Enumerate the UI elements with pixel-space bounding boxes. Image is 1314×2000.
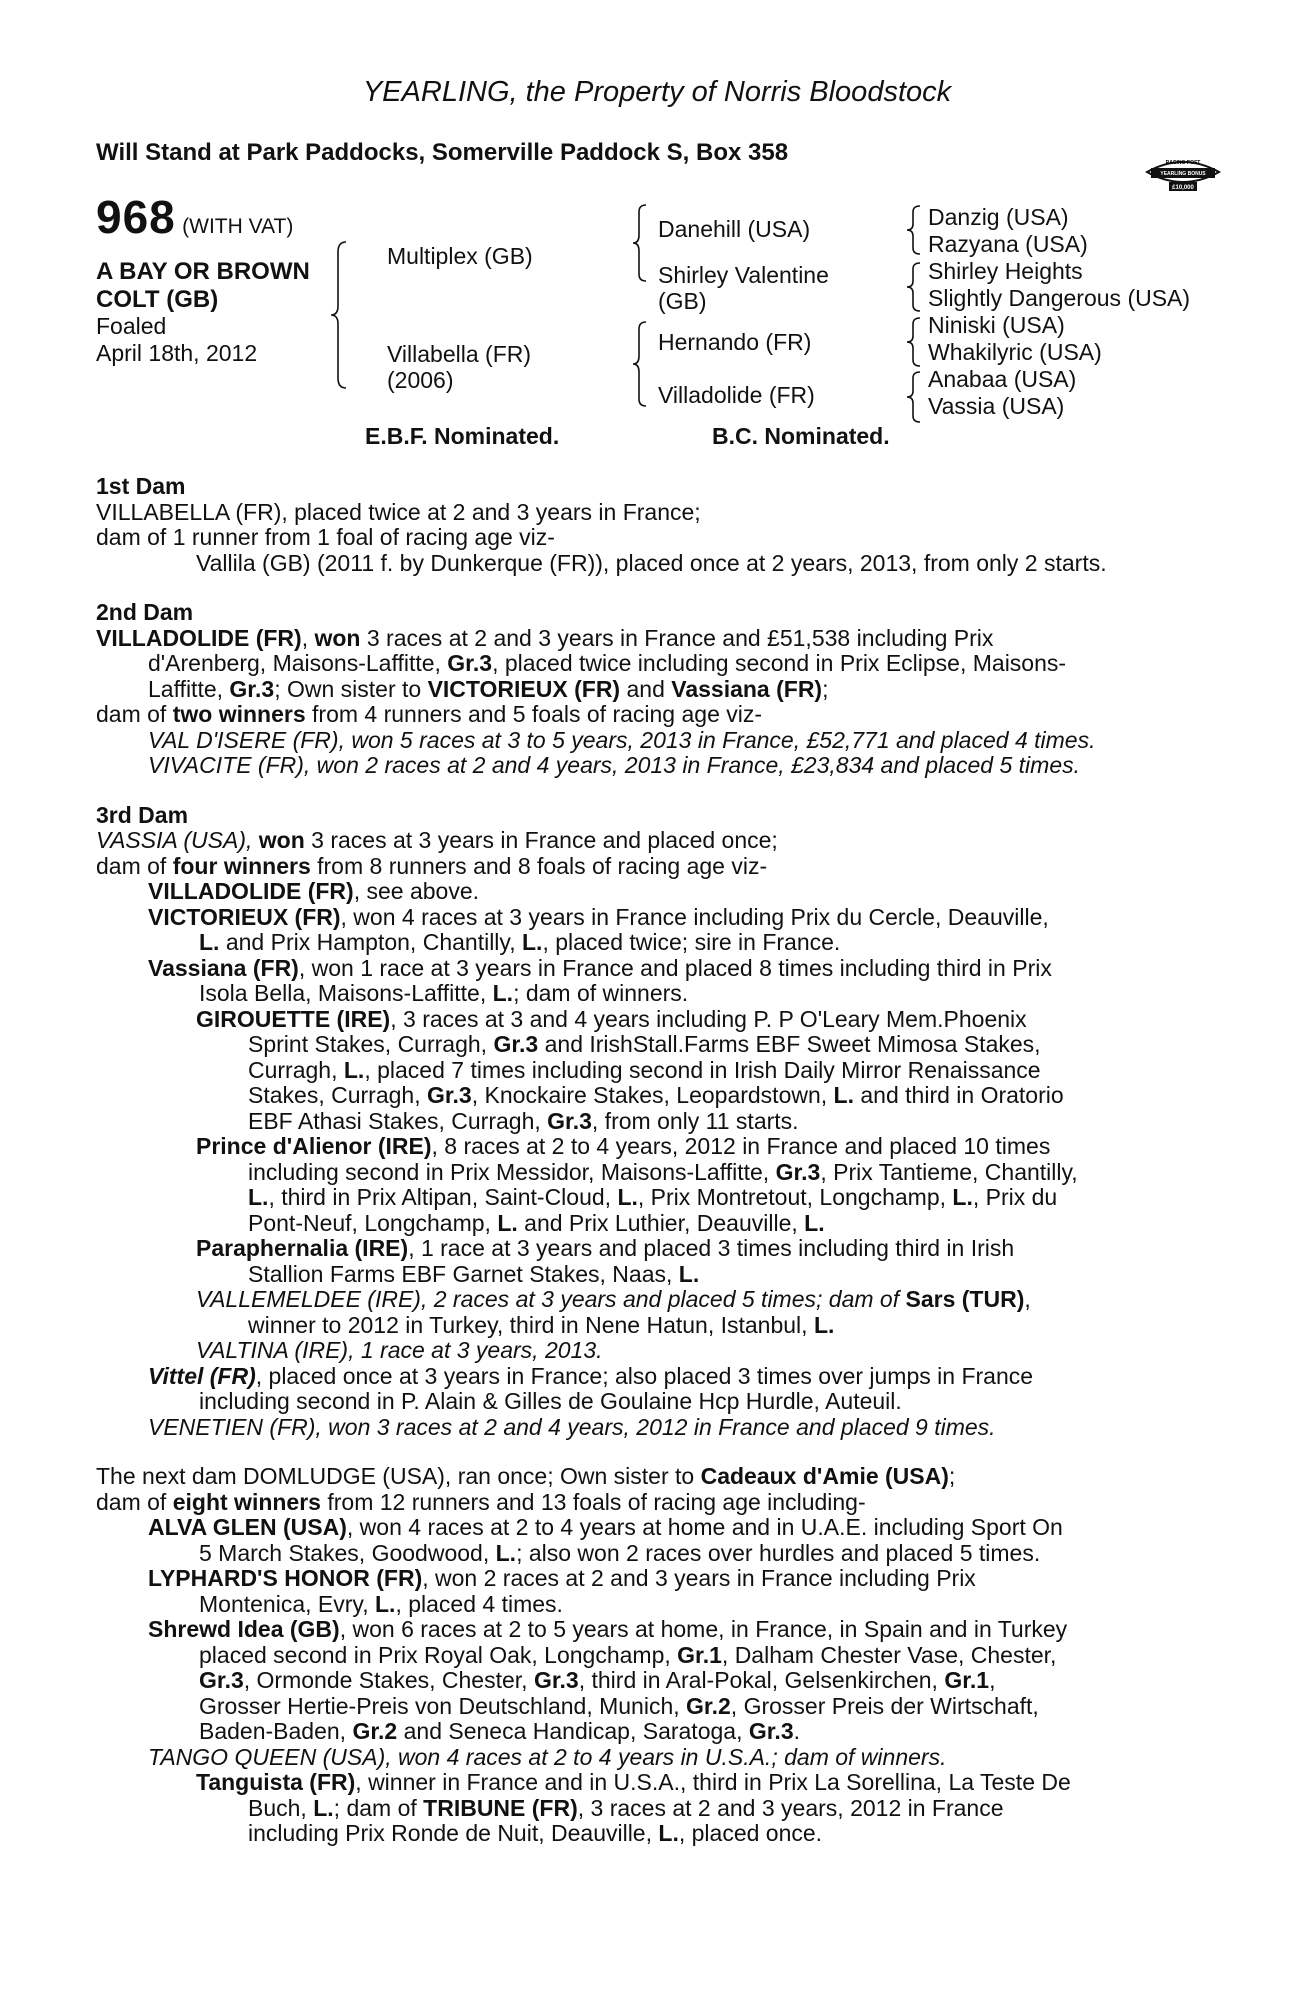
gen3-name: Shirley Heights (928, 258, 1083, 284)
text-line: Sprint Stakes, Curragh, Gr.3 and IrishStall.Farms EBF Sweet Mimosa Stakes, (248, 1031, 1041, 1057)
gen3-name: Razyana (USA) (928, 231, 1088, 257)
text-line: LYPHARD'S HONOR (FR), won 2 races at 2 and 3 years in France including Prix (148, 1565, 976, 1591)
first-dam-section (96, 474, 1206, 576)
dam-year: (2006) (387, 367, 454, 393)
stand-location: Will Stand at Park Paddocks, Somerville Paddock S, Box 358 (96, 139, 789, 166)
text-line: VIVACITE (FR), won 2 races at 2 and 4 years, 2013 in France, £23,834 and placed 5 times. (148, 752, 1080, 778)
text-line: Prince d'Alienor (IRE), 8 races at 2 to 4 years, 2012 in France and placed 10 times (196, 1133, 1051, 1159)
yearling-bonus-badge (1145, 150, 1221, 196)
text-line: VAL D'ISERE (FR), won 5 races at 3 to 5 years, 2013 in France, £52,771 and placed 4 times. (148, 726, 1096, 753)
text-line: Tanguista (FR), winner in France and in U.S.A., third in Prix La Sorellina, La Teste De (196, 1769, 1071, 1795)
sire-dam-line: (GB) (658, 288, 707, 314)
pedigree-sire: Multiplex (GB) (387, 243, 533, 269)
text-line: Pont-Neuf, Longchamp, L. and Prix Luthier, Deauville, L. (248, 1209, 825, 1236)
text-line: Vittel (FR), placed once at 3 years in France; also placed 3 times over jumps in France (148, 1362, 1034, 1389)
text-line: VILLADOLIDE (FR), see above. (148, 878, 480, 904)
text-line: including second in P. Alain & Gilles de Goulaine Hcp Hurdle, Auteuil. (199, 1388, 902, 1414)
text-line: d'Arenberg, Maisons-Laffitte, Gr.3, placed twice including second in Prix Eclipse, Maisons- (148, 650, 1067, 676)
description-line: COLT (GB) (96, 286, 219, 313)
bc-nominated: B.C. Nominated. (712, 423, 890, 449)
pedigree-dam (387, 341, 531, 393)
text-line: 5 March Stakes, Goodwood, L.; also won 2 races over hurdles and placed 5 times. (199, 1539, 1041, 1566)
text-line: VILLABELLA (FR), placed twice at 2 and 3 years in France; (96, 498, 701, 525)
badge-amount: £10,000 (1172, 185, 1194, 191)
lot-vat: (WITH VAT) (182, 215, 294, 238)
gen3-name: Danzig (USA) (928, 204, 1069, 230)
text-line: dam of four winners from 8 runners and 8 foals of racing age viz- (96, 852, 768, 879)
text-line: Gr.3, Ormonde Stakes, Chester, Gr.3, third in Aral-Pokal, Gelsenkirchen, Gr.1, (199, 1667, 996, 1693)
section-heading: 1st Dam (96, 473, 186, 499)
text-line: Buch, L.; dam of TRIBUNE (FR), 3 races at 2 and 3 years, 2012 in France (248, 1794, 1004, 1821)
foaled-value: April 18th, 2012 (96, 340, 258, 366)
text-line: Baden-Baden, Gr.2 and Seneca Handicap, Saratoga, Gr.3. (199, 1718, 801, 1744)
description-line: A BAY OR BROWN (96, 258, 310, 285)
section-heading: 2nd Dam (96, 599, 194, 625)
text-line: placed second in Prix Royal Oak, Longchamp, Gr.1, Dalham Chester Vase, Chester, (199, 1641, 1057, 1668)
text-line: VENETIEN (FR), won 3 races at 2 and 4 years, 2012 in France and placed 9 times. (148, 1413, 996, 1440)
text-line: VILLADOLIDE (FR), won 3 races at 2 and 3 years in France and £51,538 including Prix (96, 624, 994, 651)
lot-number: 968 (96, 191, 176, 243)
text-line: L., third in Prix Altipan, Saint-Cloud, L., Prix Montretout, Longchamp, L., Prix du (248, 1184, 1058, 1210)
text-line: Montenica, Evry, L., placed 4 times. (199, 1590, 563, 1617)
gen3-name: Anabaa (USA) (928, 366, 1077, 392)
text-line: Vallila (GB) (2011 f. by Dunkerque (FR)), placed once at 2 years, 2013, from only 2 starts. (196, 549, 1107, 576)
brace-gen2-dam (632, 320, 648, 408)
text-line: VALTINA (IRE), 1 race at 3 years, 2013. (196, 1337, 603, 1363)
text-line: Curragh, L., placed 7 times including second in Irish Daily Mirror Renaissance (248, 1056, 1041, 1083)
badge-line1: RACING POST (1165, 160, 1201, 166)
text-line: EBF Athasi Stakes, Curragh, Gr.3, from only 11 starts. (248, 1107, 799, 1134)
page-title: YEARLING, the Property of Norris Bloodstock (362, 76, 952, 108)
foaled-label: Foaled (96, 313, 167, 339)
text-line: VASSIA (USA), won 3 races at 3 years in France and placed once; (96, 827, 778, 853)
brace-gen3-1 (906, 204, 922, 256)
pedigree-dam-sire: Hernando (FR) (658, 329, 812, 355)
text-line: including Prix Ronde de Nuit, Deauville, L., placed once. (248, 1820, 823, 1846)
text-line: winner to 2012 in Turkey, third in Nene Hatun, Istanbul, L. (248, 1311, 835, 1338)
gen3-name: Slightly Dangerous (USA) (928, 285, 1191, 311)
pedigree-gen3 (928, 204, 1190, 420)
brace-gen2-sire (632, 203, 648, 283)
dam-name: Villabella (FR) (387, 341, 532, 367)
brace-gen3-4 (906, 370, 922, 424)
pedigree-sire-sire: Danehill (USA) (658, 216, 811, 242)
text-line: Isola Bella, Maisons-Laffitte, L.; dam of winners. (199, 980, 689, 1006)
text-line: Grosser Hertie-Preis von Deutschland, Munich, Gr.2, Grosser Preis der Wirtschaft, (199, 1692, 1039, 1719)
text-line: Laffitte, Gr.3; Own sister to VICTORIEUX (FR) and Vassiana (FR); (148, 675, 829, 702)
text-line: L. and Prix Hampton, Chantilly, L., placed twice; sire in France. (199, 929, 841, 955)
ebf-nominated: E.B.F. Nominated. (365, 423, 560, 449)
text-line: ALVA GLEN (USA), won 4 races at 2 to 4 years at home and in U.A.E. including Sport On (148, 1514, 1063, 1540)
section-heading: 3rd Dam (96, 801, 189, 828)
text-line: dam of eight winners from 12 runners and 13 foals of racing age including- (96, 1488, 866, 1515)
text-line: The next dam DOMLUDGE (USA), ran once; Own sister to Cadeaux d'Amie (USA); (96, 1463, 956, 1489)
gen3-name: Niniski (USA) (928, 312, 1065, 338)
text-line: Vassiana (FR), won 1 race at 3 years in France and placed 8 times including third in Prix (148, 954, 1052, 981)
gen3-name: Vassia (USA) (928, 393, 1065, 419)
second-dam-section (96, 600, 1206, 779)
text-line: VICTORIEUX (FR), won 4 races at 3 years in France including Prix du Cercle, Deauville, (148, 903, 1049, 930)
lot-number-block (96, 191, 294, 243)
foaled-date (96, 313, 257, 367)
pedigree-sire-dam (658, 262, 829, 314)
catalogue-body (96, 474, 1206, 1847)
text-line: Stakes, Curragh, Gr.3, Knockaire Stakes, Leopardstown, L. and third in Oratorio (248, 1082, 1064, 1108)
sire-dam-line: Shirley Valentine (658, 262, 829, 288)
gen3-name: Whakilyric (USA) (928, 339, 1102, 365)
badge-line2: YEARLING BONUS (1160, 171, 1206, 177)
pedigree-dam-dam: Villadolide (FR) (658, 382, 815, 408)
third-dam-section (96, 803, 1206, 1441)
next-dam-section (96, 1464, 1206, 1847)
text-line: dam of 1 runner from 1 foal of racing age viz- (96, 524, 555, 550)
brace-gen3-3 (906, 316, 922, 368)
text-line: TANGO QUEEN (USA), won 4 races at 2 to 4 years in U.S.A.; dam of winners. (148, 1743, 947, 1770)
text-line: including second in Prix Messidor, Maisons-Laffitte, Gr.3, Prix Tantieme, Chantilly, (248, 1158, 1078, 1185)
text-line: Paraphernalia (IRE), 1 race at 3 years and placed 3 times including third in Irish (196, 1235, 1015, 1261)
text-line: GIROUETTE (IRE), 3 races at 3 and 4 years including P. P O'Leary Mem.Phoenix (196, 1005, 1027, 1032)
text-line: Shrewd Idea (GB), won 6 races at 2 to 5 years at home, in France, in Spain and in Turkey (148, 1616, 1068, 1642)
text-line: dam of two winners from 4 runners and 5 foals of racing age viz- (96, 701, 763, 727)
brace-gen1 (330, 240, 348, 390)
brace-gen3-2 (906, 261, 922, 313)
text-line: VALLEMELDEE (IRE), 2 races at 3 years and placed 5 times; dam of Sars (TUR), (196, 1286, 1031, 1312)
lot-description (96, 258, 310, 314)
text-line: Stallion Farms EBF Garnet Stakes, Naas, L. (248, 1260, 700, 1287)
